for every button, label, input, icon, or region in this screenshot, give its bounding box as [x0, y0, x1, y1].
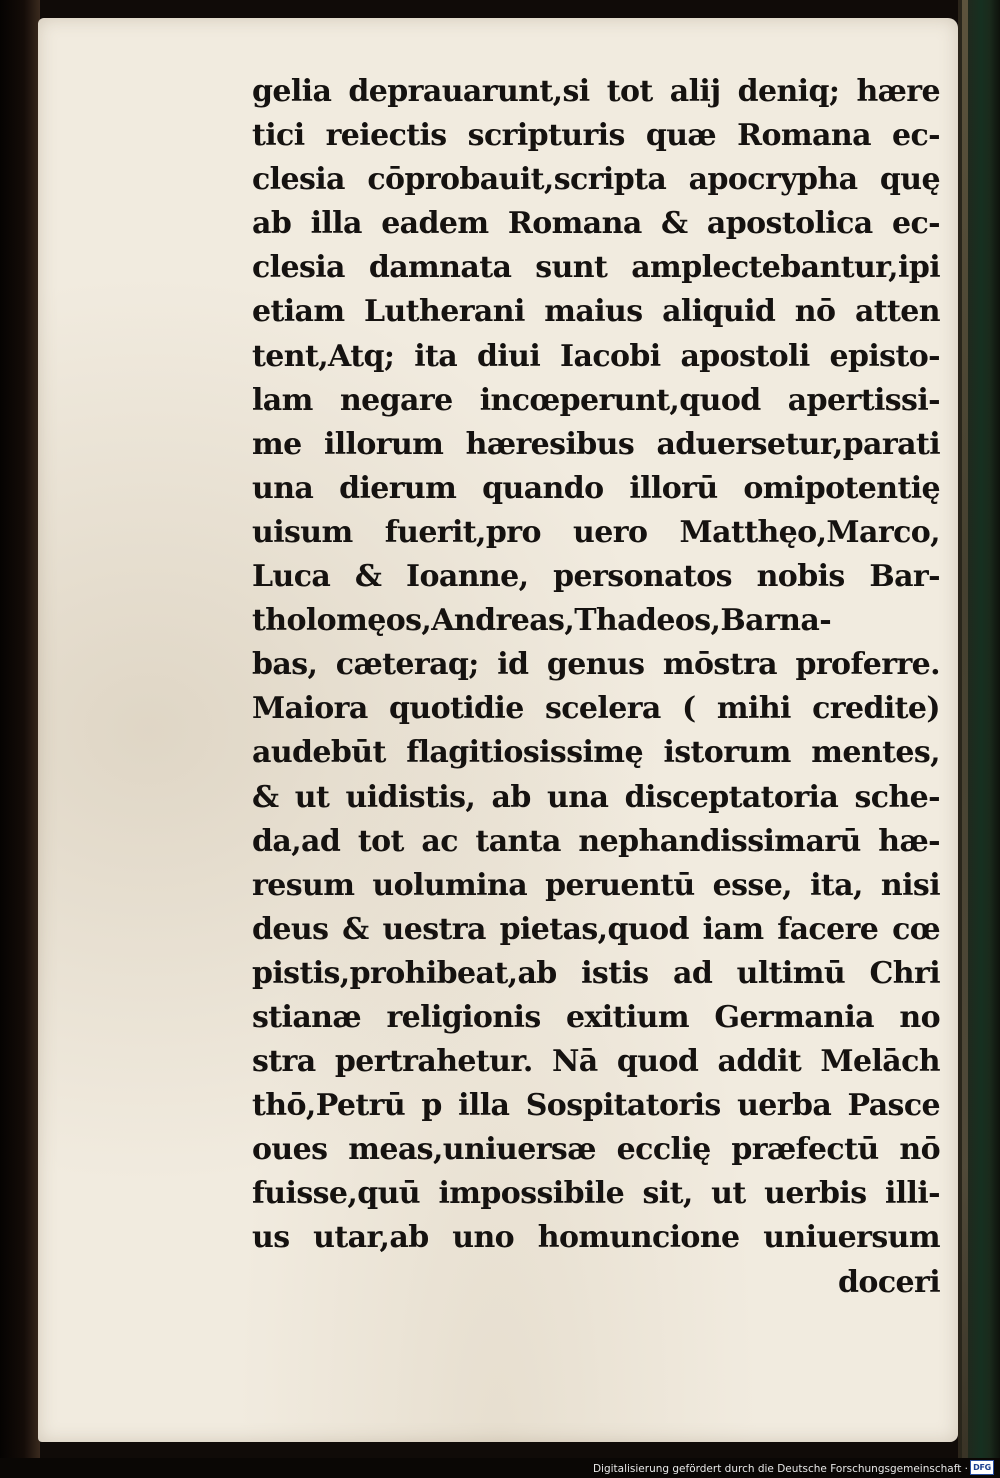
- dfg-logo: DFG: [970, 1460, 994, 1475]
- text-line: tici reiectis scripturis quæ Romana ec-: [252, 118, 940, 154]
- book-edge: [958, 0, 1000, 1460]
- text-line: gelia deprauarunt,si tot alij deniq; hære: [252, 74, 940, 109]
- text-line: da,ad tot ac tanta nephandissimarū hæ-: [252, 823, 940, 859]
- text-line: bas, cæteraq; id genus mōstra proferre.: [252, 647, 940, 683]
- text-line: resum uolumina peruentū esse, ita, nisi: [252, 867, 940, 903]
- text-line: me illorum hæresibus aduersetur,parati: [252, 426, 940, 462]
- text-line: tent,Atq; ita diui Iacobi apostoli episto-: [252, 338, 940, 374]
- text-line: uisum fuerit,pro uero Matthęo,Marco,: [252, 514, 940, 550]
- text-line: oues meas,uniuersæ ecclię præfectū nō: [252, 1132, 940, 1168]
- text-line: clesia cōprobauit,scripta apocrypha quę: [252, 162, 940, 198]
- text-line: tholomęos,Andreas,Thadeos,Barna-: [252, 603, 832, 639]
- left-margin-shadow: [0, 0, 40, 1478]
- text-line: clesia damnata sunt amplectebantur,ipi: [252, 250, 940, 286]
- text-line: lam negare incœperunt,quod apertissi-: [252, 382, 940, 418]
- text-line: thō,Petrū p illa Sospitatoris uerba Pasce: [252, 1088, 940, 1124]
- text-line: & ut uidistis, ab una disceptatoria sche-: [252, 779, 940, 815]
- text-line: audebūt flagitiosissimę istorum mentes,: [252, 735, 940, 771]
- text-line: ab illa eadem Romana & apostolica ec-: [252, 206, 940, 242]
- text-line: una dierum quando illorū omipotentię: [252, 470, 940, 506]
- text-line: pistis,prohibeat,ab istis ad ultimū Chri: [252, 955, 940, 991]
- footer-bar: [0, 1458, 1000, 1478]
- funding-credit: Digitalisierung gefördert durch die Deutsche Forschungsgemeinschaft ·: [592, 1463, 968, 1475]
- text-line: etiam Lutherani maius aliquid nō atten: [252, 294, 940, 330]
- text-line: Maiora quotidie scelera ( mihi credite): [252, 691, 940, 727]
- paper-page: [38, 18, 958, 1442]
- text-line: deus & uestra pietas,quod iam facere cœ: [252, 911, 940, 947]
- text-line: Luca & Ioanne, personatos nobis Bar-: [252, 559, 940, 595]
- text-line: fuisse,quū impossibile sit, ut uerbis illi-: [252, 1176, 940, 1212]
- text-line: us utar,ab uno homuncione uniuersum: [252, 1220, 940, 1256]
- catchword: doceri: [838, 1264, 940, 1300]
- text-block: [252, 70, 940, 1305]
- text-line: stra pertrahetur. Nā quod addit Melāch: [252, 1044, 940, 1080]
- text-line: stianæ religionis exitium Germania no: [252, 999, 940, 1035]
